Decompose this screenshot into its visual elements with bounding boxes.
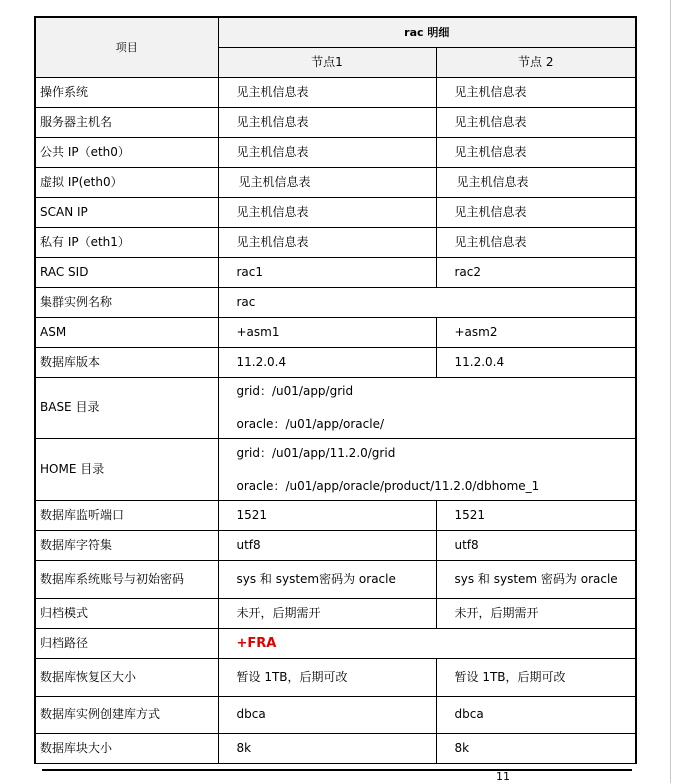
node1-value: 见主机信息表 [218, 197, 436, 227]
row-label: 数据库系统账号与初始密码 [35, 560, 218, 598]
node1-value: 见主机信息表 [218, 77, 436, 107]
node2-value: 见主机信息表 [436, 227, 636, 257]
base-dir-grid: grid：/u01/app/grid [236, 384, 354, 398]
column-header-node1: 节点1 [218, 47, 436, 77]
node2-value: 暂设 1TB，后期可改 [436, 658, 636, 696]
base-dir-oracle: oracle：/u01/app/oracle/ [236, 417, 385, 431]
row-label: 虚拟 IP(eth0） [35, 167, 218, 197]
home-dir-grid: grid：/u01/app/11.2.0/grid [236, 445, 396, 460]
table-row-charset [35, 530, 636, 560]
row-label: 数据库恢复区大小 [35, 658, 218, 696]
row-label: 归档模式 [35, 598, 218, 628]
node2-value: rac2 [436, 257, 636, 287]
node1-value: 见主机信息表 [218, 227, 436, 257]
table-row-system-accounts [35, 560, 636, 598]
node2-value: sys 和 system 密码为 oracle [436, 560, 636, 598]
home-dir-oracle: oracle：/u01/app/oracle/product/11.2.0/dbhome_1 [236, 478, 540, 493]
row-label: 公共 IP（eth0） [35, 137, 218, 167]
row-label: 私有 IP（eth1） [35, 227, 218, 257]
column-header-node2: 节点 2 [436, 47, 636, 77]
row-label: 数据库监听端口 [35, 500, 218, 530]
node2-value: 1521 [436, 500, 636, 530]
row-label: 归档路径 [35, 628, 218, 658]
node1-value: 11.2.0.4 [218, 347, 436, 377]
table-row-hostname [35, 107, 636, 137]
node2-value: utf8 [436, 530, 636, 560]
node2-value: 11.2.0.4 [436, 347, 636, 377]
node1-value: rac1 [218, 257, 436, 287]
table-row-listener-port [35, 500, 636, 530]
node2-value: dbca [436, 696, 636, 733]
node1-value: 未开，后期需开 [218, 598, 436, 628]
merged-value [218, 377, 636, 438]
table-row-scan-ip [35, 197, 636, 227]
table-row-private-ip [35, 227, 636, 257]
archive-path-value: +FRA [236, 635, 277, 651]
page-number: 11 [496, 770, 510, 783]
row-label: 数据库字符集 [35, 530, 218, 560]
table-row-recovery-area-size [35, 658, 636, 696]
node1-value: 1521 [218, 500, 436, 530]
node2-value: 未开，后期需开 [436, 598, 636, 628]
node1-value: utf8 [218, 530, 436, 560]
page-edge [670, 0, 671, 783]
node2-value: 见主机信息表 [436, 167, 636, 197]
row-label: SCAN IP [35, 197, 218, 227]
node2-value: 见主机信息表 [436, 107, 636, 137]
table-row-base-dir [35, 377, 636, 438]
row-label: 数据库块大小 [35, 733, 218, 763]
merged-value: rac [218, 287, 636, 317]
row-label: 操作系统 [35, 77, 218, 107]
row-label: 集群实例名称 [35, 287, 218, 317]
node1-value: 见主机信息表 [218, 107, 436, 137]
table-row-rac-sid [35, 257, 636, 287]
footer-rule [42, 769, 632, 771]
table-row-block-size [35, 733, 636, 763]
column-header-item: 项目 [35, 17, 218, 77]
table-row-virtual-ip [35, 167, 636, 197]
node1-value: sys 和 system密码为 oracle [218, 560, 436, 598]
node2-value: +asm2 [436, 317, 636, 347]
node1-value: +asm1 [218, 317, 436, 347]
row-label: ASM [35, 317, 218, 347]
node2-value: 见主机信息表 [436, 137, 636, 167]
row-label: 服务器主机名 [35, 107, 218, 137]
node1-value: 见主机信息表 [218, 167, 436, 197]
merged-value [218, 438, 636, 500]
node2-value: 见主机信息表 [436, 77, 636, 107]
node1-value: dbca [218, 696, 436, 733]
table-row-archive-path [35, 628, 636, 658]
row-label: 数据库版本 [35, 347, 218, 377]
row-label: HOME 目录 [35, 438, 218, 500]
table-header-row [35, 17, 636, 47]
table-row-archive-mode [35, 598, 636, 628]
node2-value: 8k [436, 733, 636, 763]
rac-detail-table [34, 16, 637, 764]
table-row-asm [35, 317, 636, 347]
node1-value: 暂设 1TB，后期可改 [218, 658, 436, 696]
row-label: RAC SID [35, 257, 218, 287]
node1-value: 8k [218, 733, 436, 763]
table-row-cluster-instance-name [35, 287, 636, 317]
row-label: BASE 目录 [35, 377, 218, 438]
merged-value [218, 628, 636, 658]
table-row-public-ip [35, 137, 636, 167]
column-header-rac-detail: rac 明细 [218, 17, 636, 47]
node1-value: 见主机信息表 [218, 137, 436, 167]
node2-value: 见主机信息表 [436, 197, 636, 227]
table-row-creation-method [35, 696, 636, 733]
table-row-os [35, 77, 636, 107]
table-row-home-dir [35, 438, 636, 500]
row-label: 数据库实例创建库方式 [35, 696, 218, 733]
table-row-db-version [35, 347, 636, 377]
